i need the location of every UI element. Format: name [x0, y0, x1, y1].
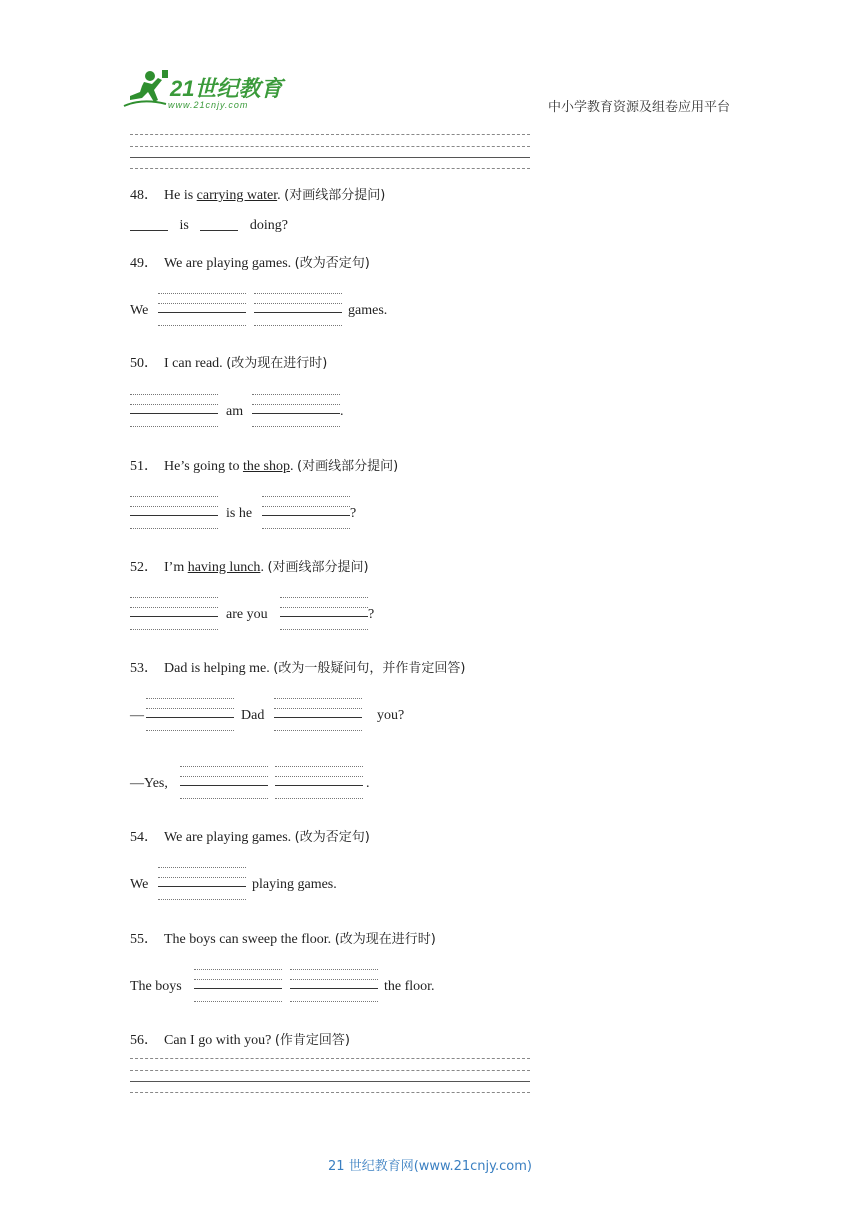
blank[interactable]: [262, 496, 350, 530]
blank[interactable]: [158, 293, 246, 327]
platform-name: 中小学教育资源及组卷应用平台: [547, 100, 730, 115]
underlined-phrase: the shop: [242, 459, 291, 474]
answer-49: We games.: [130, 293, 530, 327]
blank[interactable]: [290, 969, 378, 1003]
question-56: 56． Can I go with you? (作肯定回答): [130, 1033, 350, 1048]
blank[interactable]: [275, 766, 363, 800]
logo: [122, 68, 292, 116]
blank[interactable]: [252, 394, 340, 428]
runner-icon: [122, 68, 170, 112]
answer-lines-top[interactable]: [130, 134, 530, 168]
blank[interactable]: [130, 394, 218, 428]
answer-51: is he ?: [130, 496, 530, 530]
answer-53-question: — Dad you?: [130, 698, 530, 732]
blank[interactable]: [200, 230, 238, 231]
footer-text: 21 世纪教育网(www.21cnjy.com): [328, 1159, 532, 1174]
blank[interactable]: [146, 698, 234, 732]
answer-52: are you ?: [130, 597, 530, 631]
answer-50: am .: [130, 394, 530, 428]
question-48: 48． He is carrying water. (对画线部分提问): [130, 188, 386, 203]
question-55: 55． The boys can sweep the floor. (改为现在进行时): [130, 932, 436, 947]
question-49: 49． We are playing games. (改为否定句): [130, 256, 370, 271]
logo-url: www.21cnjy.com: [168, 100, 249, 110]
blank[interactable]: [254, 293, 342, 327]
question-50: 50． I can read. (改为现在进行时): [130, 356, 328, 371]
blank[interactable]: [274, 698, 362, 732]
answer-55: The boys the floor.: [130, 969, 530, 1003]
question-53: 53． Dad is helping me. (改为一般疑问句，并作肯定回答): [130, 661, 466, 676]
logo-text: 21世纪教育: [170, 76, 283, 101]
blank[interactable]: [280, 597, 368, 631]
underlined-phrase: carrying water: [196, 188, 278, 203]
question-54: 54． We are playing games. (改为否定句): [130, 830, 370, 845]
answer-53-reply: —Yes, .: [130, 766, 530, 800]
question-52: 52． I’m having lunch. (对画线部分提问): [130, 560, 369, 575]
answer-lines-56[interactable]: [130, 1058, 530, 1092]
answer-54: We playing games.: [130, 867, 530, 901]
blank[interactable]: [130, 597, 218, 631]
blank[interactable]: [130, 496, 218, 530]
answer-48: is doing?: [130, 218, 288, 234]
blank[interactable]: [180, 766, 268, 800]
blank[interactable]: [130, 230, 168, 231]
blank[interactable]: [158, 867, 246, 901]
underlined-phrase: having lunch: [187, 560, 261, 575]
question-51: 51． He’s going to the shop. (对画线部分提问): [130, 459, 399, 474]
blank[interactable]: [194, 969, 282, 1003]
